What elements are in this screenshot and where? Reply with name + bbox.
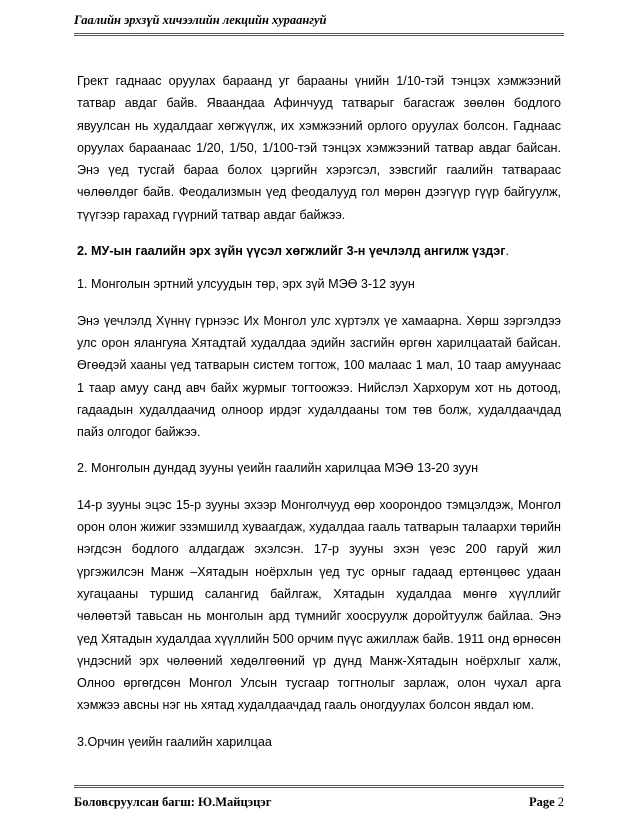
document-body xyxy=(77,70,561,767)
page-number xyxy=(529,795,564,810)
footer-teacher: Боловсруулсан багш: Ю.Майцэцэг xyxy=(74,795,272,809)
subheading-modern-period: 3.Орчин үеийн гаалийн харилцаа xyxy=(77,734,272,749)
section-heading-2-period: . xyxy=(505,244,510,259)
page-header xyxy=(74,12,564,28)
section-heading-2-text: 2. МУ-ын гаалийн эрх зүйн үүсэл хөгжлийг 3-н үечлэлд ангилж үздэг xyxy=(77,244,506,259)
subheading-ancient-states: 1. Монголын эртний улсуудын төр, эрх зүй МЭӨ 3-12 зуун xyxy=(77,277,415,292)
paragraph-middle-ages: 14-р зууны эцэс 15-р зууны эхээр Монголчууд өөр хоорондоо тэмцэлдэж, Монгол орон олон жижиг эзэмшилд хуваагдаж, худалдаа гааль татварын талаархи төрийн нэгдсэн бодлого алдагдаж эхэлсэн. 17-р зууны эхэн үеэс 200 гаруй жил үргэжилсэн Манж –Хятадын ноёрхлын үед тус орныг гадаад ертөнцөөс удаан хугацааны туршид салангид байлгаж, Хятадын худалдаа мөнгө хүүллийг чөлөөтэй тавьсан нь монголын ард түмнийг хоосруулж доройтуулж байлаа. Энэ үед Хятадын худалдаа хүүллийн 500 орчим пүүс ажиллаж байв. 1911 онд өрнөсөн үндэсний эрх чөлөөний хөдөлгөөний үр дүнд Манж-Хятадын ноёрхлыг халж, Олноо өргөгдсөн Монгол Улсын тусгаар тогтнолыг зарлаж, олон чухал арга хэмжээ авсны нэг нь хятад худалдаачдад гааль оногдуулах болсон явдал юм. xyxy=(77,497,561,713)
header-title: Гаалийн эрхзүй хичээлийн лекцийн хураангуй xyxy=(74,13,327,27)
paragraph-greece-tax: Грект гаднаас оруулах бараанд уг барааны үнийн 1/10-тэй тэнцэх хэмжээний татвар авдаг байв. Яваандаа Афинчууд татварыг багасгаж зөөлөн бодлого явуулсан нь худалдааг хөгжүүлж, их хэмжээний орлого оруулах болсон. Гаднаас оруулах бараанаас 1/20, 1/50, 1/100-тэй тэнцэх хэмжээний татвар авдаг байсан. Энэ үед тусгай бараа болох цэргийн хэрэгсэл, зэвсгийг гаалийн татвараас чөлөөлдөг байв. Феодализмын үед феодалууд гол мөрөн дээгүүр гүүр байгуулж, түүгээр гарахад гүүрний татвар авдаг байжээ. xyxy=(77,74,561,222)
section-heading-2 xyxy=(77,240,561,262)
header-divider xyxy=(74,33,564,36)
footer-divider xyxy=(74,785,564,788)
page-label: Page xyxy=(528,795,555,809)
paragraph-ancient-period: Энэ үечлэлд Хүннү гүрнээс Их Монгол улс хүртэлх үе хамаарна. Хөрш зэргэлдээ улс орон ялангуяа Хятадтай худалдаа эдийн засгийн өргөн харилцаатай байсан. Өгөөдэй хааны үед татварын систем тогтож, 100 малаас 1 мал, 10 таар амуунаас 1 таар амуу санд авч байх журмыг тогтоожээ. Нийслэл Хархорум хот нь дотоод, гадаадын худалдаачид олноор ирдэг худалдааны том төв болж, худалдаачдад пайз олгодог байжээ. xyxy=(77,313,561,440)
subheading-middle-ages: 2. Монголын дундад зууны үеийн гаалийн харилцаа МЭӨ 13-20 зуун xyxy=(77,461,479,476)
page-number-value: 2 xyxy=(557,795,564,809)
